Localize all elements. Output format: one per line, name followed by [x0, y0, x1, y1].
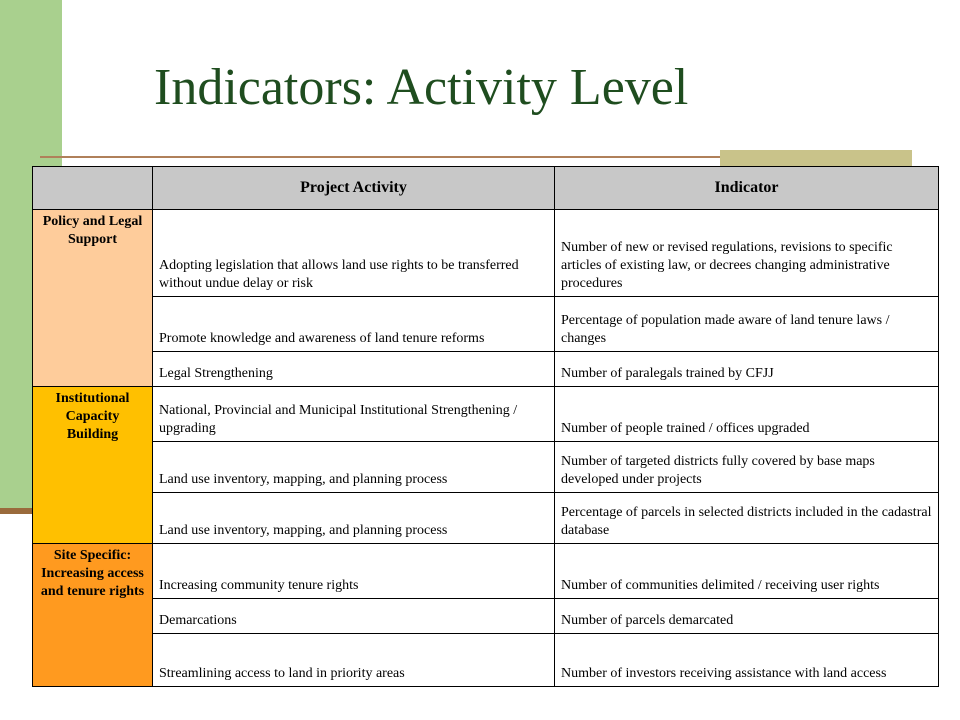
activity-cell: Promote knowledge and awareness of land tenure reforms [153, 297, 555, 352]
activity-cell: Adopting legislation that allows land use rights to be transferred without undue delay or risk [153, 210, 555, 297]
indicator-cell: Number of investors receiving assistance with land access [555, 634, 939, 687]
activity-cell: Land use inventory, mapping, and planning process [153, 442, 555, 493]
table-row [33, 544, 939, 599]
header-project-activity: Project Activity [153, 167, 555, 210]
indicator-cell: Percentage of parcels in selected districts included in the cadastral database [555, 493, 939, 544]
indicator-cell: Number of parcels demarcated [555, 599, 939, 634]
category-institutional-capacity: Institutional Capacity Building [33, 387, 153, 544]
activity-cell: Land use inventory, mapping, and planning process [153, 493, 555, 544]
indicator-cell: Number of paralegals trained by CFJJ [555, 352, 939, 387]
table-row [33, 387, 939, 442]
activity-cell: Increasing community tenure rights [153, 544, 555, 599]
indicator-cell: Number of new or revised regulations, revisions to specific articles of existing law, or decrees changing administrative procedures [555, 210, 939, 297]
activity-cell: Legal Strengthening [153, 352, 555, 387]
header-indicator: Indicator [555, 167, 939, 210]
activity-indicators-table [32, 166, 939, 687]
indicator-cell: Number of targeted districts fully covered by base maps developed under projects [555, 442, 939, 493]
slide-title: Indicators: Activity Level [154, 59, 689, 116]
table-row [33, 599, 939, 634]
table-row [33, 210, 939, 297]
table-row [33, 352, 939, 387]
table-row [33, 297, 939, 352]
indicator-cell: Percentage of population made aware of land tenure laws / changes [555, 297, 939, 352]
header-category [33, 167, 153, 210]
table-row [33, 442, 939, 493]
decorative-block [720, 150, 912, 166]
activity-cell: National, Provincial and Municipal Institutional Strengthening / upgrading [153, 387, 555, 442]
category-site-specific: Site Specific: Increasing access and tenure rights [33, 544, 153, 687]
table-row [33, 634, 939, 687]
activity-cell: Streamlining access to land in priority areas [153, 634, 555, 687]
indicator-cell: Number of communities delimited / receiving user rights [555, 544, 939, 599]
indicator-cell: Number of people trained / offices upgraded [555, 387, 939, 442]
category-policy-legal: Policy and Legal Support [33, 210, 153, 387]
table-row [33, 493, 939, 544]
activity-cell: Demarcations [153, 599, 555, 634]
table-header-row [33, 167, 939, 210]
